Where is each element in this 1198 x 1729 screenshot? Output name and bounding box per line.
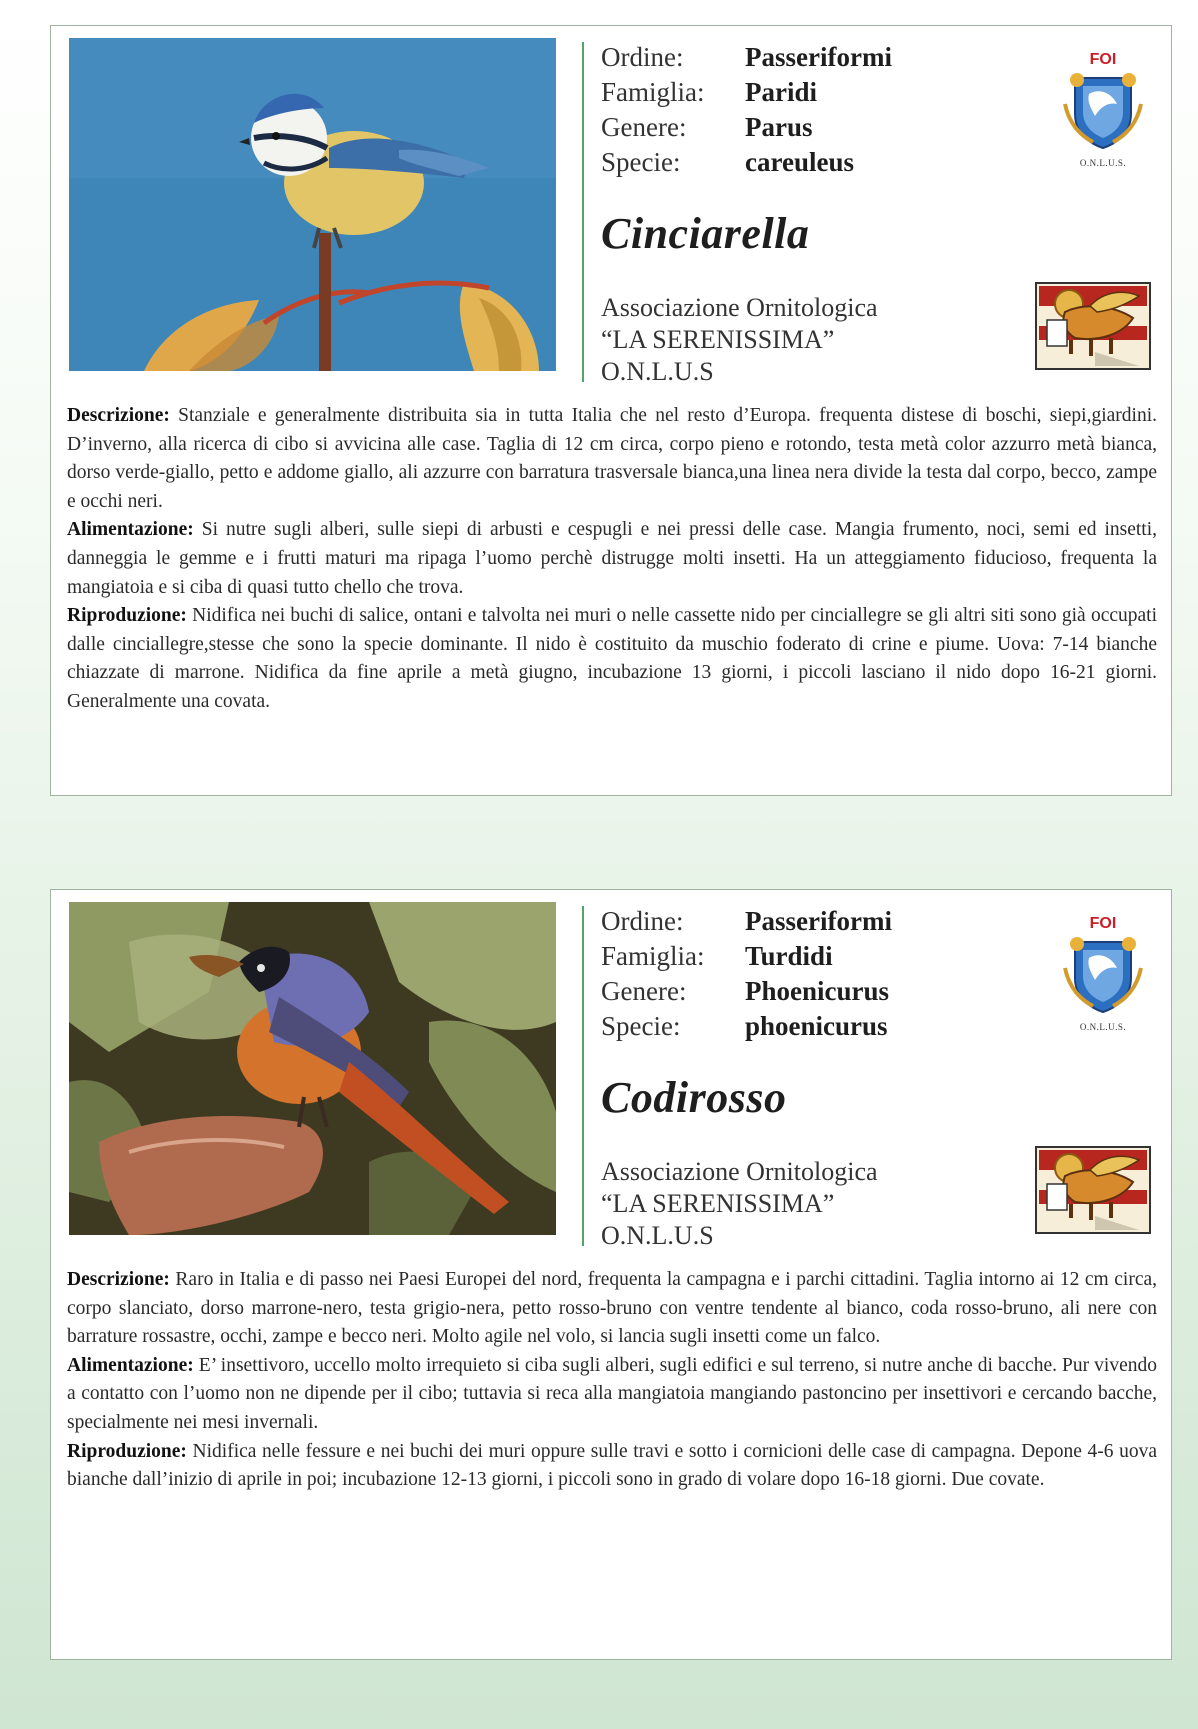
taxonomy-value: Paridi xyxy=(745,77,817,107)
section-text: Raro in Italia e di passo nei Paesi Europei del nord, frequenta la campagna e i parchi cittadini. Taglia intorno ai 12 cm circa, corpo slanciato, dorso marrone-nero, testa grigio-nera, petto rosso-bruno con ventre tendente al bianco, coda rosso-bruno, ali nere con barrature rossastre, occhi, zampe e becco neri. Molto agile nel volo, si lancia sugli insetti come un falco. xyxy=(67,1269,1158,1348)
reproduction-paragraph xyxy=(67,1438,1157,1495)
taxonomy-table xyxy=(601,40,892,180)
section-text: Nidifica nelle fessure e nei buchi dei muri oppure sulle travi e sotto i cornicioni delle case di campagna. Depone 4-6 uova bianche dall’inizio di aprile in poi; incubazione 12-13 giorni, i piccoli sono in grado di volare dopo 16-18 giorni. Due covate. xyxy=(67,1440,1157,1491)
species-card-codirosso xyxy=(50,889,1172,1660)
vertical-divider xyxy=(582,906,584,1246)
foi-brand-text: FOI xyxy=(1089,915,1117,932)
taxonomy-row xyxy=(601,974,892,1009)
foi-crest-icon xyxy=(1055,44,1151,156)
bird-photo-codirosso xyxy=(69,902,556,1235)
taxonomy-value: Parus xyxy=(745,112,813,142)
feeding-paragraph xyxy=(67,516,1157,602)
winged-lion-icon xyxy=(1035,282,1151,370)
taxonomy-row xyxy=(601,145,892,180)
taxonomy-label: Famiglia: xyxy=(601,941,705,971)
taxonomy-table xyxy=(601,904,892,1044)
taxonomy-value: careuleus xyxy=(745,147,854,177)
description-paragraph xyxy=(67,1266,1157,1352)
taxonomy-label: Genere: xyxy=(601,976,687,1006)
logo-caption: O.N.L.U.S. xyxy=(1079,158,1127,168)
description-paragraph xyxy=(67,402,1157,516)
taxonomy-label: Ordine: xyxy=(601,42,684,72)
taxonomy-value: phoenicurus xyxy=(745,1011,888,1041)
bird-photo-cinciarella xyxy=(69,38,556,371)
taxonomy-row xyxy=(601,1009,892,1044)
reproduction-paragraph xyxy=(67,602,1157,716)
taxonomy-label: Specie: xyxy=(601,147,681,177)
association-status: O.N.L.U.S xyxy=(601,357,714,386)
association-title: “LA SERENISSIMA” xyxy=(601,325,835,354)
section-heading: Alimentazione: xyxy=(67,519,194,541)
foi-logo xyxy=(1055,908,1151,1032)
taxonomy-label: Specie: xyxy=(601,1011,681,1041)
blue-tit-illustration xyxy=(69,38,556,371)
description-text xyxy=(67,1266,1157,1495)
serenissima-lion-logo xyxy=(1035,1146,1151,1234)
section-heading: Descrizione: xyxy=(67,405,170,426)
serenissima-lion-logo xyxy=(1035,282,1151,370)
section-heading: Riproduzione: xyxy=(67,1440,187,1462)
section-heading: Alimentazione: xyxy=(67,1354,194,1376)
association-name: Associazione Ornitologica xyxy=(601,293,878,322)
section-text: Nidifica nei buchi di salice, ontani e talvolta nei muri o nelle cassette nido per cinciallegre se gli altri siti sono già occupati dalle cinciallegre,stesse che sono la specie dominante. Il nido è costituito da muschio foderato di crine e piume. Uova: 7-14 bianche chiazzate di marrone. Nidifica da fine aprile a metà giugno, incubazione 13 giorni, i piccoli lasciano il nido dopo 16-21 giorni. Generalmente una covata. xyxy=(67,605,1157,712)
taxonomy-row xyxy=(601,75,892,110)
bird-common-name: Codirosso xyxy=(601,1073,787,1122)
logo-caption: O.N.L.U.S. xyxy=(1079,1022,1127,1032)
section-text: Si nutre sugli alberi, sulle siepi di arbusti e cespugli e nei pressi delle case. Mangia frumento, noci, semi ed insetti, danneggia le gemme e i frutti maturi ma ripaga l’uomo perchè distrugge molti insetti. Ha un atteggiamento fiducioso, frequenta la mangiatoia e si ciba di quasi tutto chello che trova. xyxy=(67,519,1158,598)
association-status: O.N.L.U.S xyxy=(601,1221,714,1250)
winged-lion-icon xyxy=(1035,1146,1151,1234)
taxonomy-label: Famiglia: xyxy=(601,77,705,107)
description-text xyxy=(67,402,1157,717)
taxonomy-label: Ordine: xyxy=(601,906,684,936)
taxonomy-value: Passeriformi xyxy=(745,906,892,936)
taxonomy-value: Phoenicurus xyxy=(745,976,890,1006)
association-block xyxy=(601,292,878,388)
section-heading: Descrizione: xyxy=(67,1269,170,1290)
vertical-divider xyxy=(582,42,584,382)
redstart-illustration xyxy=(69,902,556,1235)
feeding-paragraph xyxy=(67,1352,1157,1438)
section-text: Stanziale e generalmente distribuita sia in tutta Italia che nel resto d’Europa. frequenta distese di boschi, siepi,giardini. D’inverno, alla ricerca di cibo si avvicina alle case. Taglia di 12 cm circa, corpo pieno e rotondo, testa metà color azzurro metà bianca, dorso verde-giallo, petto e addome giallo, ali azzurre con barratura trasversale bianca,una linea nera divide la testa dal corpo, becco, zampe e occhi neri. xyxy=(67,405,1157,512)
association-title: “LA SERENISSIMA” xyxy=(601,1189,835,1218)
section-text: E’ insettivoro, uccello molto irrequieto si ciba sugli alberi, sugli edifici e sul terreno, si nutre anche di bacche. Pur vivendo a contatto con l’uomo non ne dipende per il cibo; tuttavia si reca alla mangiatoia mangiando pastoncino per insettivori e cercando bacche, specialmente nei mesi invernali. xyxy=(67,1354,1157,1433)
taxonomy-value: Turdidi xyxy=(745,941,833,971)
foi-brand-text: FOI xyxy=(1089,51,1117,68)
foi-logo xyxy=(1055,44,1151,168)
taxonomy-row xyxy=(601,939,892,974)
taxonomy-row xyxy=(601,904,892,939)
foi-crest-icon xyxy=(1055,908,1151,1020)
taxonomy-label: Genere: xyxy=(601,112,687,142)
bird-common-name: Cinciarella xyxy=(601,209,810,258)
species-card-cinciarella xyxy=(50,25,1172,796)
taxonomy-row xyxy=(601,40,892,75)
taxonomy-value: Passeriformi xyxy=(745,42,892,72)
section-heading: Riproduzione: xyxy=(67,605,187,627)
association-block xyxy=(601,1156,878,1252)
taxonomy-row xyxy=(601,110,892,145)
association-name: Associazione Ornitologica xyxy=(601,1157,878,1186)
